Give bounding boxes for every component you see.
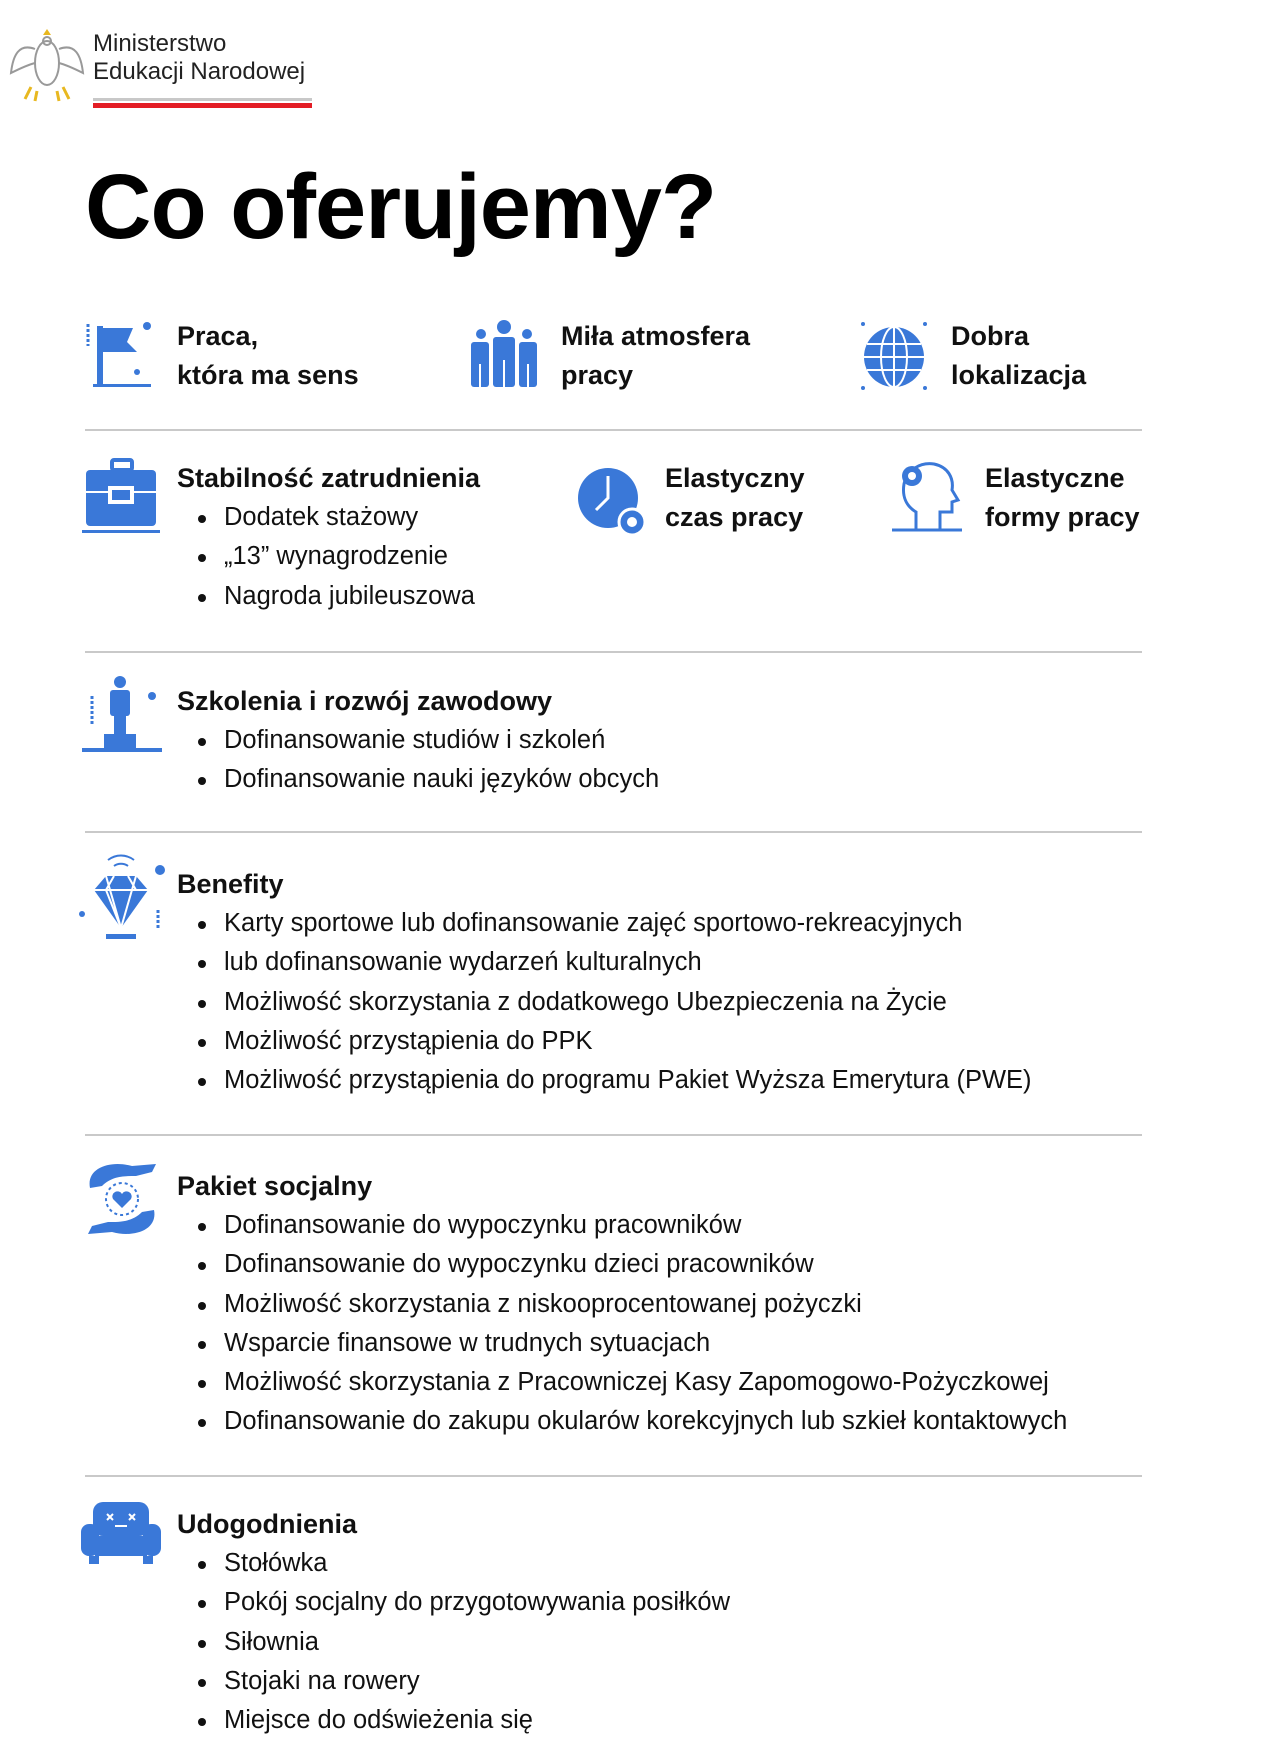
list-item: Możliwość skorzystania z dodatkowego Ubezpieczenia na Życie [175, 983, 1032, 1022]
benefits-section [177, 865, 1032, 1100]
training-list [175, 721, 659, 800]
feature-line: pracy [561, 360, 634, 390]
list-item: Siłownia [175, 1623, 730, 1662]
page-title: Co oferujemy? [85, 156, 717, 258]
ministry-line1: Ministerstwo [93, 30, 227, 57]
section-divider [85, 651, 1142, 653]
armchair-icon [81, 1500, 161, 1566]
ministry-name [93, 30, 305, 86]
logo-red-stripe [93, 103, 312, 108]
list-item: Stołówka [175, 1544, 730, 1583]
team-icon [468, 320, 540, 388]
list-item: Miejsce do odświeżenia się [175, 1701, 730, 1740]
list-item: Możliwość skorzystania z Pracowniczej Kasy Zapomogowo-Pożyczkowej [175, 1363, 1067, 1402]
section-divider [85, 429, 1142, 431]
feature-line: Elastyczne [985, 463, 1125, 493]
list-item: Możliwość przystąpienia do PPK [175, 1022, 1032, 1061]
list-item: Dofinansowanie studiów i szkoleń [175, 721, 659, 760]
diamond-icon [76, 854, 166, 944]
flag-icon [85, 320, 155, 390]
list-item: Pokój socjalny do przygotowywania posiłków [175, 1583, 730, 1622]
feature-line: Miła atmosfera [561, 321, 751, 351]
feature-line: Praca, [177, 321, 259, 351]
list-item: „13” wynagrodzenie [175, 537, 480, 576]
feature-flex-time [665, 459, 805, 537]
section-title: Benefity [177, 869, 284, 899]
feature-line: formy pracy [985, 502, 1140, 532]
list-item: Wsparcie finansowe w trudnych sytuacjach [175, 1324, 1067, 1363]
list-item: Możliwość przystąpienia do programu Pakiet Wyższa Emerytura (PWE) [175, 1061, 1032, 1100]
list-item: lub dofinansowanie wydarzeń kulturalnych [175, 943, 1032, 982]
feature-line: lokalizacja [951, 360, 1087, 390]
feature-line: Dobra [951, 321, 1030, 351]
list-item: Nagroda jubileuszowa [175, 577, 480, 616]
feature-line: która ma sens [177, 360, 359, 390]
eagle-emblem-icon [9, 25, 85, 107]
section-divider [85, 831, 1142, 833]
head-gear-icon [890, 458, 962, 532]
stability-list [175, 498, 480, 616]
benefits-list [175, 904, 1032, 1100]
feature-meaningful-work [177, 317, 359, 395]
section-divider [85, 1475, 1142, 1477]
list-item: Możliwość skorzystania z niskooprocentowanej pożyczki [175, 1285, 1067, 1324]
podium-icon [82, 676, 162, 752]
amenities-list [175, 1544, 730, 1740]
list-item: Karty sportowe lub dofinansowanie zajęć sportowo-rekreacyjnych [175, 904, 1032, 943]
list-item: Dofinansowanie nauki języków obcych [175, 760, 659, 799]
hands-heart-icon [80, 1158, 164, 1240]
logo-grey-stripe [93, 98, 312, 101]
section-divider [85, 1134, 1142, 1136]
globe-icon [861, 322, 927, 390]
stability-section [177, 459, 480, 616]
section-title: Stabilność zatrudnienia [177, 463, 481, 493]
feature-atmosphere [561, 317, 750, 395]
list-item: Dofinansowanie do wypoczynku pracowników [175, 1206, 1067, 1245]
feature-line: czas pracy [665, 502, 804, 532]
social-list [175, 1206, 1067, 1442]
social-section [177, 1167, 1067, 1442]
section-title: Szkolenia i rozwój zawodowy [177, 686, 553, 716]
ministry-line2: Edukacji Narodowej [93, 58, 306, 85]
feature-location [951, 317, 1086, 395]
list-item: Dofinansowanie do wypoczynku dzieci pracowników [175, 1245, 1067, 1284]
section-title: Pakiet socjalny [177, 1171, 373, 1201]
feature-line: Elastyczny [665, 463, 805, 493]
amenities-section [177, 1505, 730, 1740]
list-item: Dodatek stażowy [175, 498, 480, 537]
list-item: Dofinansowanie do zakupu okularów korekcyjnych lub szkieł kontaktowych [175, 1402, 1067, 1441]
training-section [177, 682, 659, 800]
briefcase-icon [82, 458, 160, 534]
list-item: Stojaki na rowery [175, 1662, 730, 1701]
feature-flex-forms [985, 459, 1140, 537]
section-title: Udogodnienia [177, 1509, 357, 1539]
clock-gear-icon [576, 466, 648, 538]
